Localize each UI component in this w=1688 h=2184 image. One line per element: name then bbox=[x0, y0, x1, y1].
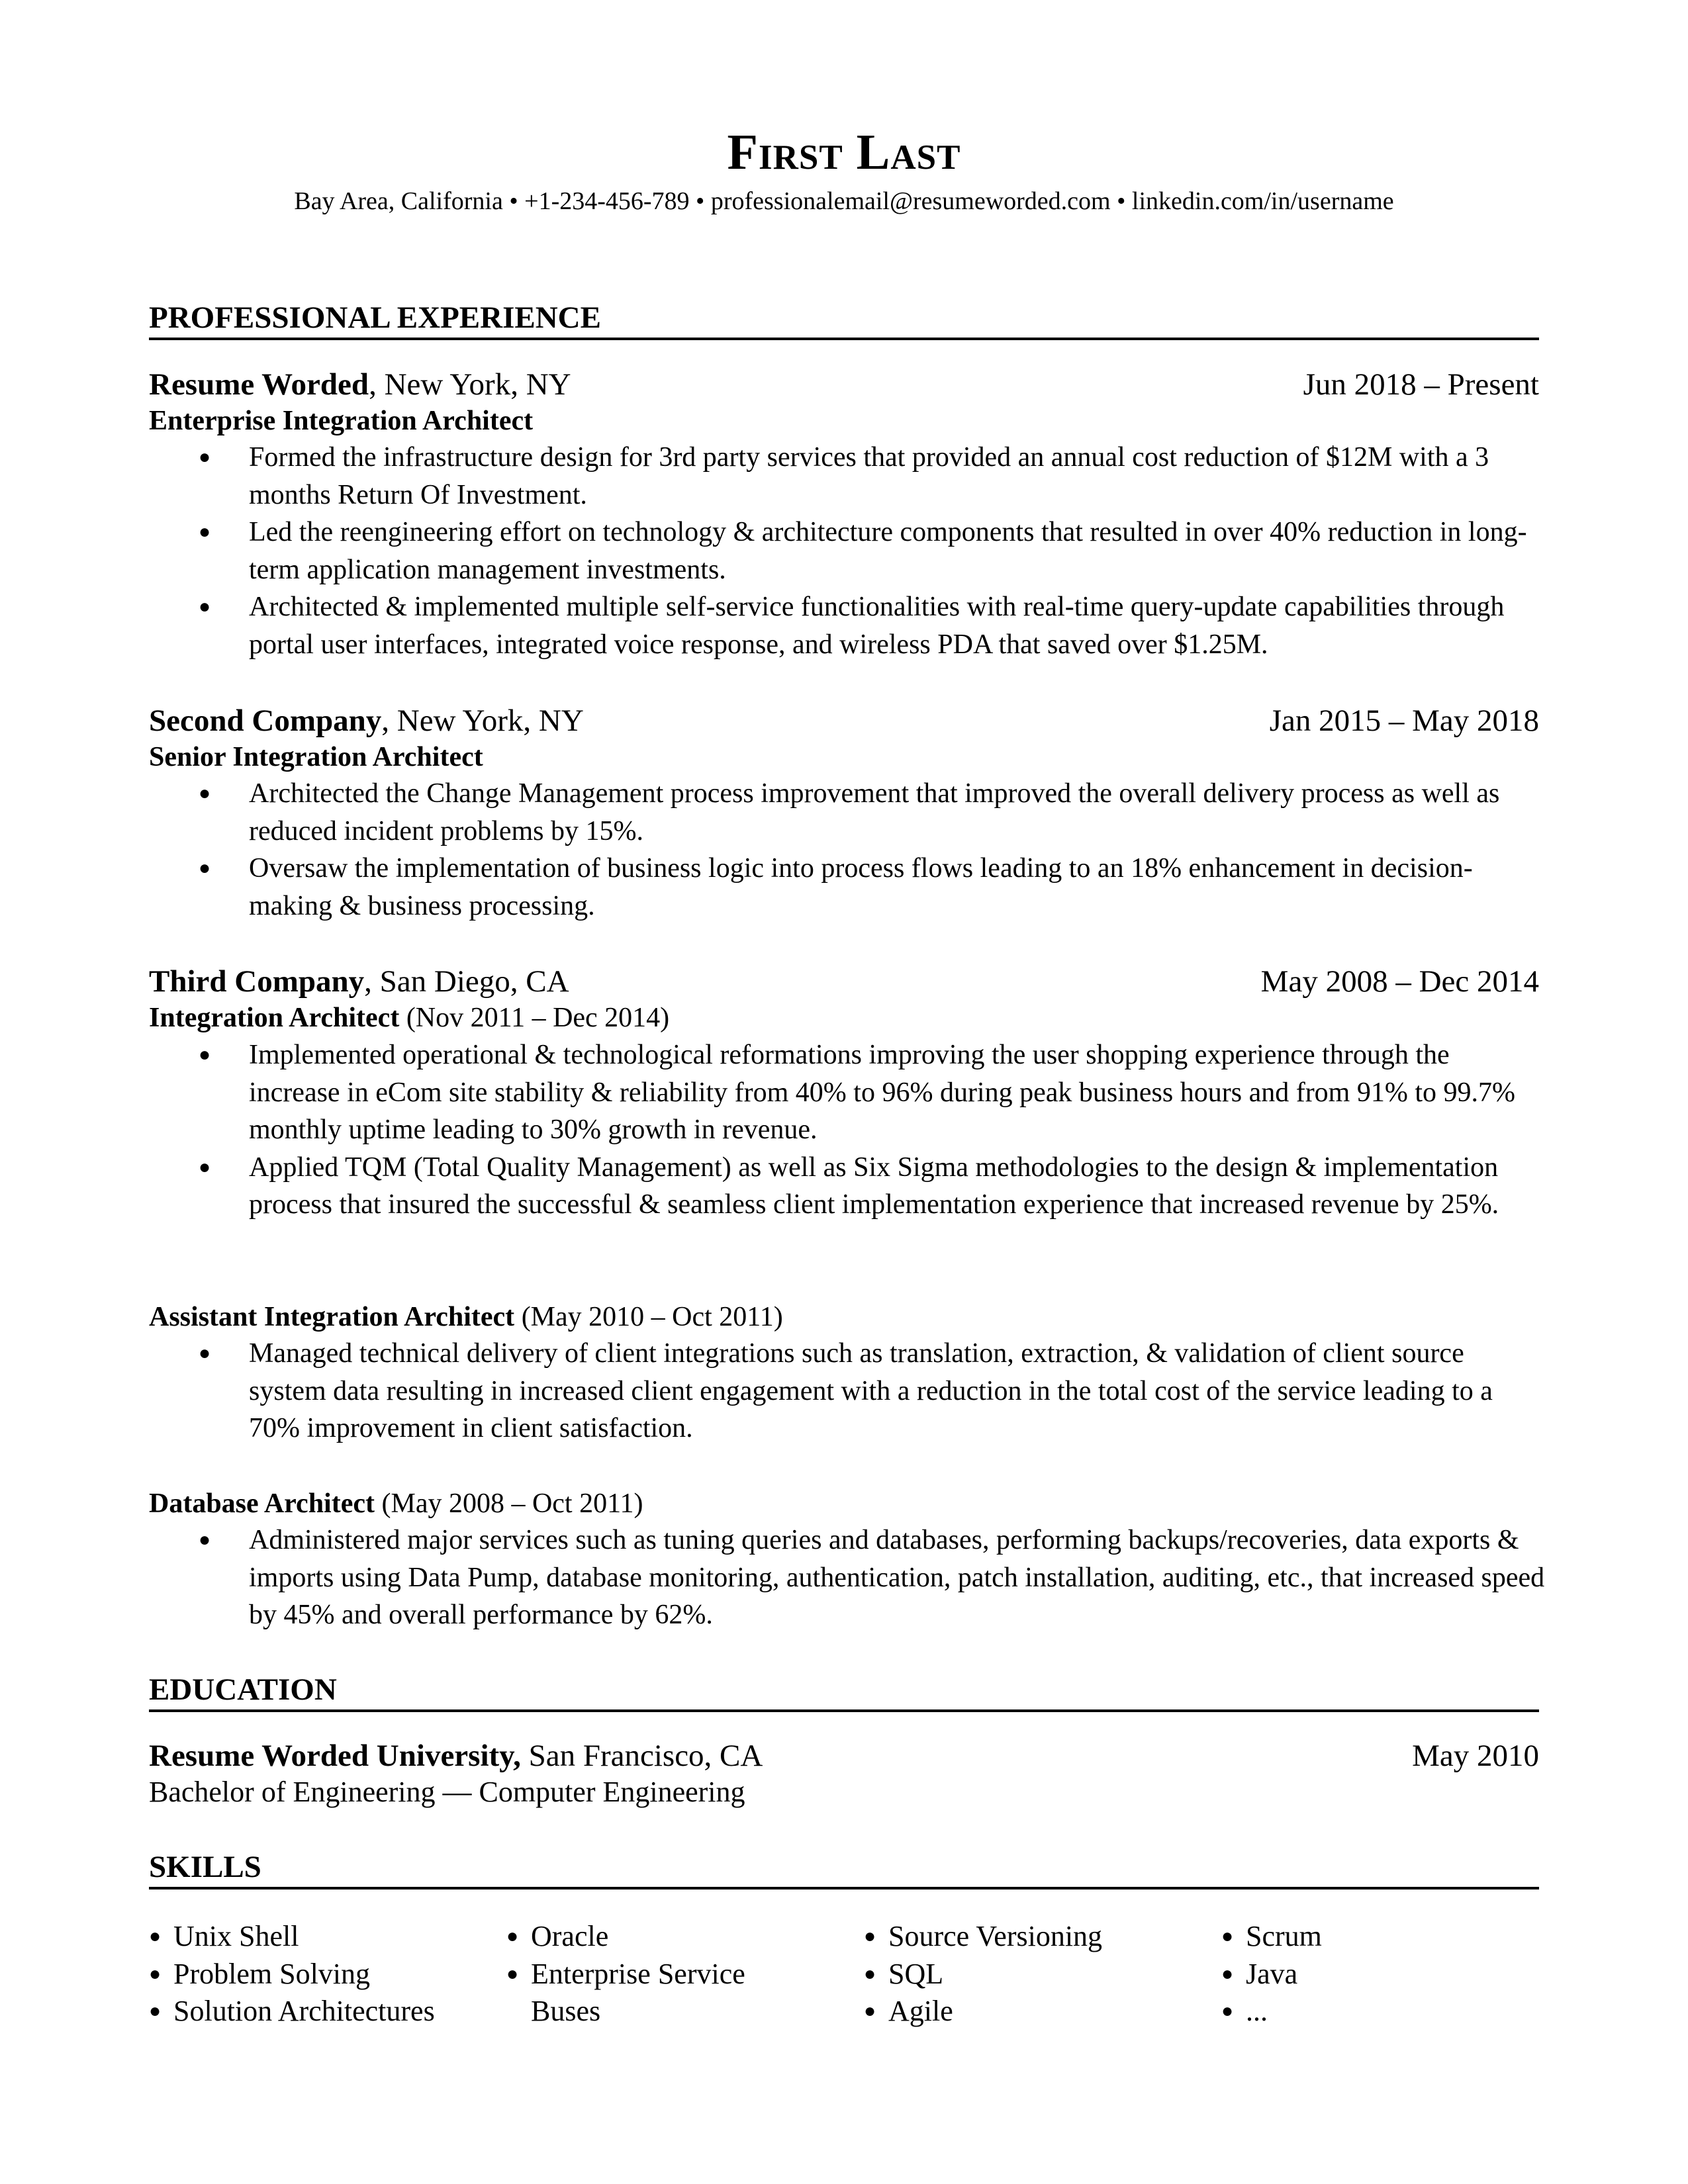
skill-label: Scrum bbox=[1246, 1920, 1322, 1952]
bullet-item bbox=[149, 775, 1546, 850]
skill-item bbox=[149, 1993, 493, 2030]
skill-item bbox=[149, 1918, 493, 1956]
bullet-dot-icon: ● bbox=[864, 1925, 876, 1947]
role-title: Database Architect bbox=[149, 1488, 375, 1519]
bullet-item bbox=[149, 1036, 1546, 1149]
bullet-item bbox=[149, 1522, 1546, 1634]
company-location: , New York, NY bbox=[381, 704, 584, 738]
bullet-dot-icon: ● bbox=[864, 2000, 876, 2022]
job-company-location bbox=[149, 366, 571, 403]
skill-label: Enterprise Service Buses bbox=[531, 1957, 745, 2027]
skill-item bbox=[864, 1918, 1208, 1956]
role-title: Assistant Integration Architect bbox=[149, 1302, 515, 1332]
skill-label: Problem Solving bbox=[173, 1957, 371, 1990]
bullet-dot-icon: ● bbox=[199, 782, 211, 804]
skills-column-4 bbox=[1221, 1918, 1566, 2030]
bullet-dot-icon: ● bbox=[1221, 2000, 1234, 2022]
bullet-text: Led the reengineering effort on technology & architecture components that resulted in over 40% reduction in long-term application management investments. bbox=[249, 517, 1527, 585]
skill-label: Java bbox=[1246, 1957, 1298, 1990]
job-bullets-2 bbox=[149, 775, 1546, 925]
role-period: (May 2010 – Oct 2011) bbox=[514, 1302, 783, 1332]
role-title-line bbox=[149, 1485, 643, 1522]
education-school-location bbox=[149, 1737, 763, 1774]
company-name: Third Company bbox=[149, 964, 365, 999]
section-heading-education: EDUCATION bbox=[149, 1671, 1539, 1712]
candidate-name: First Last bbox=[727, 124, 961, 180]
role-title: Integration Architect bbox=[149, 1003, 400, 1033]
bullet-dot-icon: ● bbox=[199, 1044, 211, 1066]
role-period: (May 2008 – Oct 2011) bbox=[374, 1488, 643, 1519]
bullet-dot-icon: ● bbox=[149, 1925, 162, 1947]
job-dates: Jun 2018 – Present bbox=[1303, 367, 1539, 402]
skill-item bbox=[1221, 1918, 1566, 1956]
bullet-text: Managed technical delivery of client integrations such as translation, extraction, & validation of client source system data resulting in increased client engagement with a reduction in the total cost of the service leading to a 70% improvement in client satisfaction. bbox=[249, 1338, 1493, 1443]
section-heading-skills: SKILLS bbox=[149, 1848, 1539, 1889]
job-company-location bbox=[149, 702, 584, 739]
bullet-item bbox=[149, 514, 1546, 588]
skill-item bbox=[1221, 1993, 1566, 2030]
bullet-dot-icon: ● bbox=[199, 521, 211, 543]
skills-column-3 bbox=[864, 1918, 1208, 2030]
job-dates: May 2008 – Dec 2014 bbox=[1260, 964, 1539, 999]
bullet-dot-icon: ● bbox=[199, 857, 211, 879]
bullet-item bbox=[149, 1335, 1546, 1447]
job-dates: Jan 2015 – May 2018 bbox=[1269, 704, 1539, 738]
bullet-dot-icon: ● bbox=[199, 1529, 211, 1551]
job-title: Senior Integration Architect bbox=[149, 742, 483, 772]
bullet-text: Architected & implemented multiple self-service functionalities with real-time query-update capabilities through portal user interfaces, integrated voice response, and wireless PDA that saved over $1.25M. bbox=[249, 592, 1505, 660]
skill-label: ... bbox=[1246, 1995, 1268, 2027]
skill-item bbox=[506, 1918, 758, 1956]
bullet-dot-icon: ● bbox=[1221, 1925, 1234, 1947]
role-bullets-1 bbox=[149, 1036, 1546, 1224]
school-name: Resume Worded University, bbox=[149, 1739, 521, 1773]
bullet-text: Implemented operational & technological reformations improving the user shopping experience through the increase in eCom site stability & reliability from 40% to 96% during peak business hours and from 91% to 99.7% monthly uptime leading to 30% growth in revenue. bbox=[249, 1040, 1515, 1145]
skill-item bbox=[506, 1956, 758, 2030]
skill-label: Oracle bbox=[531, 1920, 609, 1952]
section-heading-experience: PROFESSIONAL EXPERIENCE bbox=[149, 299, 1539, 340]
role-title-line bbox=[149, 1298, 783, 1336]
bullet-dot-icon: ● bbox=[864, 1962, 876, 1985]
skill-label: Agile bbox=[888, 1995, 953, 2027]
school-location: San Francisco, CA bbox=[520, 1739, 763, 1773]
skill-item bbox=[864, 1956, 1208, 1993]
contact-line: Bay Area, California • +1-234-456-789 • professionalemail@resumeworded.com • linkedin.com/in/username bbox=[294, 187, 1394, 215]
bullet-item bbox=[149, 439, 1546, 514]
bullet-dot-icon: ● bbox=[199, 596, 211, 617]
job-company-location bbox=[149, 963, 569, 1000]
bullet-dot-icon: ● bbox=[199, 1342, 211, 1364]
bullet-text: Applied TQM (Total Quality Management) as well as Six Sigma methodologies to the design & implementation process that insured the successful & seamless client implementation experience that increased revenue by 25%. bbox=[249, 1152, 1499, 1220]
company-name: Resume Worded bbox=[149, 367, 369, 402]
company-name: Second Company bbox=[149, 704, 382, 738]
skill-label: Source Versioning bbox=[888, 1920, 1103, 1952]
role-bullets-2 bbox=[149, 1335, 1546, 1447]
skill-item bbox=[149, 1956, 493, 1993]
bullet-dot-icon: ● bbox=[199, 1156, 211, 1178]
company-location: , San Diego, CA bbox=[364, 964, 569, 999]
bullet-item bbox=[149, 1149, 1546, 1224]
bullet-text: Architected the Change Management process improvement that improved the overall delivery process as well as reduced incident problems by 15%. bbox=[249, 778, 1500, 846]
role-bullets-3 bbox=[149, 1522, 1546, 1634]
skill-item bbox=[1221, 1956, 1566, 1993]
skill-label: SQL bbox=[888, 1957, 944, 1990]
job-title: Enterprise Integration Architect bbox=[149, 406, 534, 436]
bullet-text: Formed the infrastructure design for 3rd party services that provided an annual cost reduction of $12M with a 3 months Return Of Investment. bbox=[249, 442, 1489, 510]
skill-label: Unix Shell bbox=[173, 1920, 299, 1952]
role-period: (Nov 2011 – Dec 2014) bbox=[399, 1003, 670, 1033]
job-bullets-1 bbox=[149, 439, 1546, 663]
bullet-dot-icon: ● bbox=[149, 2000, 162, 2022]
bullet-dot-icon: ● bbox=[506, 1925, 519, 1947]
bullet-item bbox=[149, 588, 1546, 663]
company-location: , New York, NY bbox=[369, 367, 571, 402]
skills-column-1 bbox=[149, 1918, 493, 2030]
skill-label: Solution Architectures bbox=[173, 1995, 435, 2027]
bullet-dot-icon: ● bbox=[506, 1962, 519, 1985]
education-date: May 2010 bbox=[1412, 1739, 1539, 1773]
bullet-dot-icon: ● bbox=[149, 1962, 162, 1985]
skills-column-2 bbox=[506, 1918, 758, 2030]
bullet-item bbox=[149, 850, 1546, 925]
bullet-text: Administered major services such as tuning queries and databases, performing backups/recoveries, data exports & imports using Data Pump, database monitoring, authentication, patch installation, auditing, etc., that increased speed by 45% and overall performance by 62%. bbox=[249, 1525, 1545, 1630]
bullet-dot-icon: ● bbox=[1221, 1962, 1234, 1985]
role-title-line bbox=[149, 999, 669, 1036]
skill-item bbox=[864, 1993, 1208, 2030]
degree: Bachelor of Engineering — Computer Engineering bbox=[149, 1776, 745, 1808]
bullet-text: Oversaw the implementation of business logic into process flows leading to an 18% enhancement in decision-making & business processing. bbox=[249, 853, 1473, 921]
bullet-dot-icon: ● bbox=[199, 446, 211, 468]
